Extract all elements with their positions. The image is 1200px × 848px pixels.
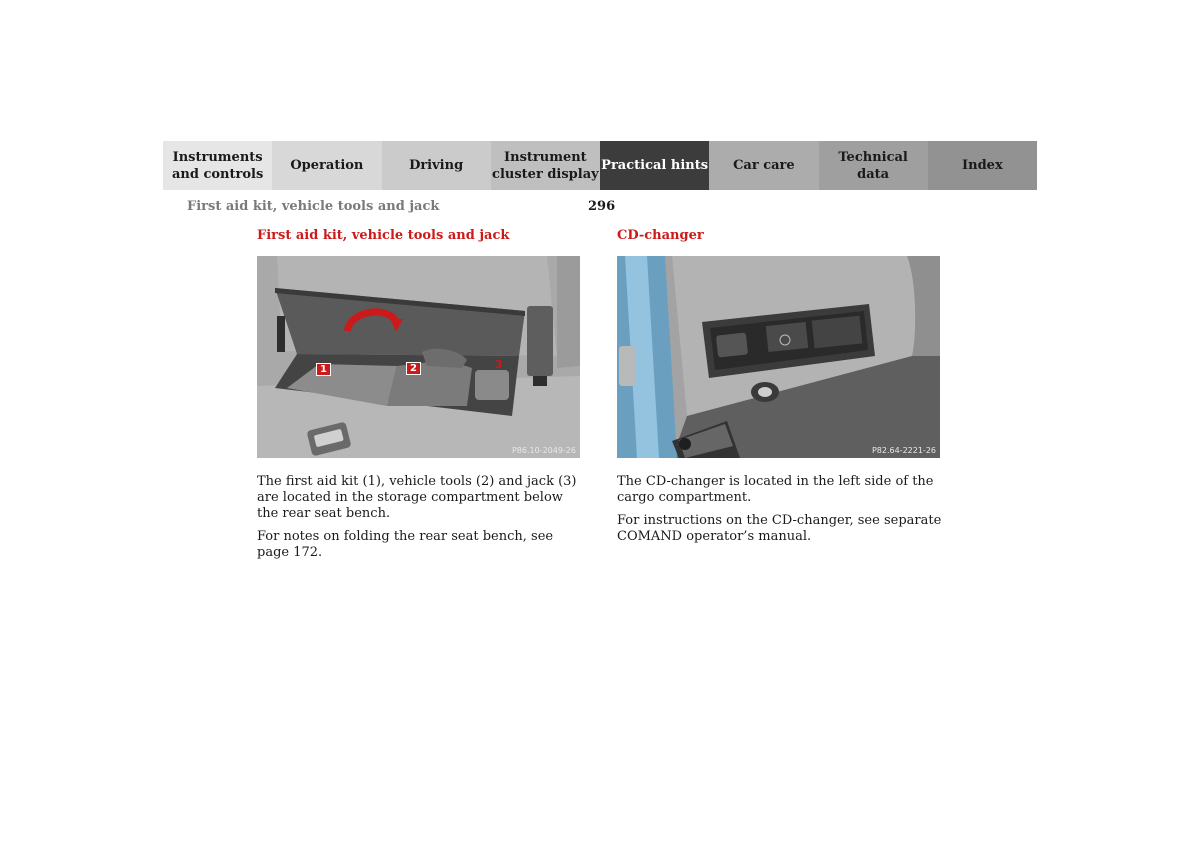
figure-code: P86.10-2049-26 [511,446,576,455]
callout-3: 3 [495,358,503,371]
section-heading-cd-changer: CD-changer [617,228,704,243]
paragraph: The first aid kit (1), vehicle tools (2) and jack (3) are located in the storage compartment below the rear seat bench. [257,474,577,521]
section-heading-first-aid-kit: First aid kit, vehicle tools and jack [257,228,510,243]
callout-1: 1 [316,363,331,376]
tab-instruments-and-controls[interactable]: Instruments and controls [163,141,272,190]
paragraph: For instructions on the CD-changer, see separate COMAND operator’s manual. [617,513,942,544]
tab-instrument-cluster-display[interactable]: Instrument cluster display [491,141,600,190]
first-aid-kit-text [257,474,582,568]
paragraph: For notes on folding the rear seat bench, see page 172. [257,529,554,560]
section-tab-bar [163,141,1037,190]
tab-technical-data[interactable]: Technical data [819,141,928,190]
tab-index[interactable]: Index [928,141,1037,190]
cd-changer-illustration [617,256,940,458]
paragraph: The CD-changer is located in the left side of the cargo compartment. [617,474,934,505]
storage-compartment-drawing [257,256,580,458]
tab-practical-hints[interactable]: Practical hints [600,141,709,190]
tab-driving[interactable]: Driving [382,141,491,190]
cd-changer-text [617,474,942,552]
tab-car-care[interactable]: Car care [709,141,818,190]
running-head: First aid kit, vehicle tools and jack [187,199,440,214]
tab-operation[interactable]: Operation [272,141,381,190]
figure-code: P82.64-2221-26 [871,446,936,455]
callout-2: 2 [406,362,421,375]
page-number: 296 [588,199,616,214]
cd-changer-drawing [617,256,940,458]
first-aid-kit-illustration [257,256,580,458]
